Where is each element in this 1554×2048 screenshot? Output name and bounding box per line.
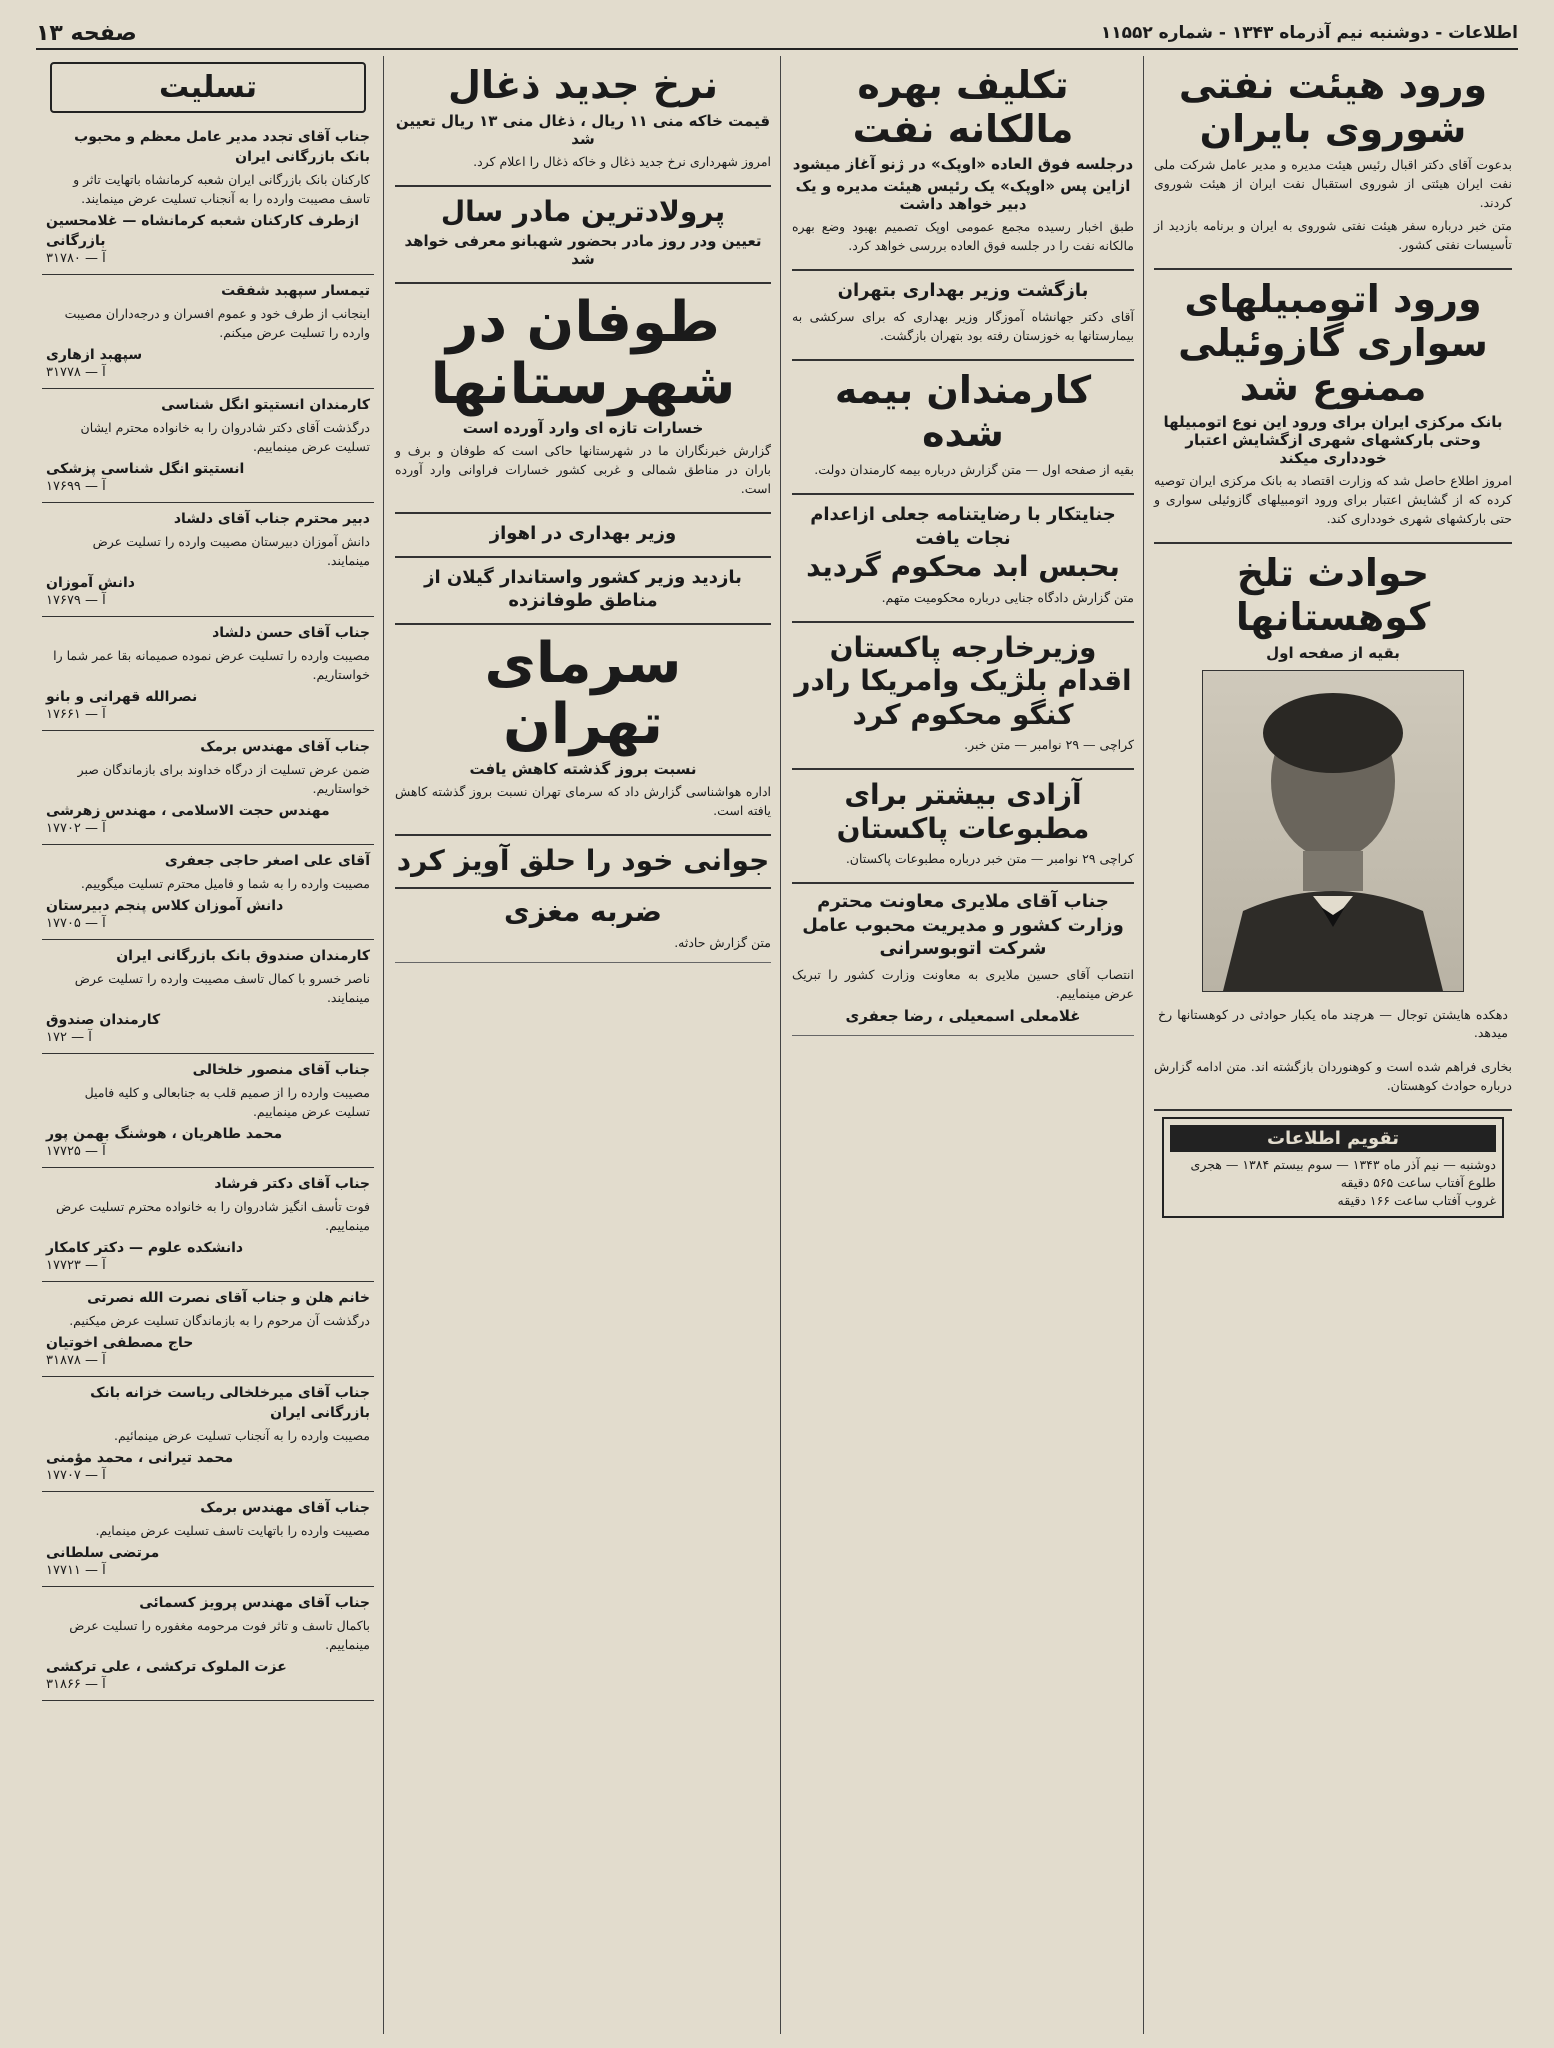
headline-tehran-cold: سرمای تهران (484, 630, 682, 758)
headline-coal-price: نرخ جدید ذغال (447, 63, 718, 107)
article-soviet-delegation (1154, 56, 1512, 270)
article-tehran-cold (395, 625, 771, 836)
headline-mother-of-year: پرولادترین مادر سال (440, 194, 726, 228)
article-pakistan-congo (792, 623, 1134, 771)
article-body: گزارش خبرنگاران ما در شهرستانها حاکی است که طوفان و برف و باران در مناطق شمالی و غربی کشور خسارات فراوانی وارد آورده است. (395, 443, 771, 497)
article-body: امروز شهرداری نرخ جدید ذغال و خاکه ذغال را اعلام کرد. (473, 153, 771, 169)
notice-code: آ — ۱۷۶۶۱ (46, 707, 106, 722)
article-oil-royalty (792, 56, 1134, 271)
notice-body: دانش آموزان دبیرستان مصیبت وارده را تسلیت عرض مینمایند. (92, 534, 370, 568)
subheadline-diesel-cars: بانک مرکزی ایران برای ورود این نوع اتومبیلها وحتی بارکشهای شهری ازگشایش اعتبار خودداری میکند (1163, 413, 1503, 468)
subheadline-storm: خسارات تازه ای وارد آورده است (462, 419, 704, 438)
subheadline-mother-of-year: تعیین ودر روز مادر بحضور شهبانو معرفی خواهد شد (404, 232, 762, 269)
condolence-notice (42, 845, 374, 940)
notice-body: فوت تأسف انگیز شادروان را به خانواده محترم تسلیت عرض مینماییم. (56, 1199, 370, 1233)
headline-oil-royalty: تکلیف بهره مالکانه نفت (852, 63, 1074, 151)
notice-signature: مهندس حجت الاسلامی ، مهندس زهرشی (46, 803, 330, 819)
notice-code: آ — ۳۱۷۸۰ (46, 251, 106, 266)
notice-body: مصیبت وارده را به شما و فامیل محترم تسلیت میگوییم. (80, 876, 370, 891)
article-health-minister-return (792, 271, 1134, 360)
article-insured-employees (792, 361, 1134, 495)
notice-recipient: دبیر محترم جناب آقای دلشاد (173, 511, 370, 527)
condolence-notice (42, 121, 374, 275)
condolence-notice (42, 940, 374, 1054)
headline-insured-employees: کارمندان بیمه شده (834, 367, 1092, 456)
condolence-notice (42, 1054, 374, 1168)
subheadline-opec: درجلسه فوق العاده «اوپک» در ژنو آغاز میشود (792, 155, 1134, 174)
congratulation-notice (792, 884, 1134, 1035)
notice-code: آ — ۱۷۷۲۳ (46, 1258, 106, 1273)
notice-signature: انستیتو انگل شناسی پزشکی (46, 461, 245, 477)
notice-body: ضمن عرض تسلیت از درگاه خداوند برای بازماندگان صبر خواستاریم. (77, 762, 370, 796)
article-hanging (395, 836, 771, 890)
notice-recipient: تیمسار سپهبد شفقت (221, 283, 370, 299)
article-interior-minister-gilan (395, 558, 771, 625)
calendar-line: دوشنبه — نیم آذر ماه ۱۳۴۳ — سوم بیستم ۱۳۸۴ — هجری (1190, 1156, 1496, 1172)
headline-interior-minister-gilan: بازدید وزیر کشور واستاندار گیلان از مناطق طوفانزده (424, 566, 742, 612)
column-condolences (36, 56, 380, 2036)
condolence-notice (42, 1587, 374, 1701)
notice-signature: محمد طاهریان ، هوشنگ بهمن پور (46, 1126, 283, 1142)
masthead (36, 18, 1518, 50)
headline-congratulation: جناب آقای ملایری معاونت محترم وزارت کشور و مدیریت محبوب عامل شرکت اتوبوسرانی (802, 891, 1124, 960)
condolences-title: تسلیت (50, 62, 366, 113)
notice-recipient: جناب آقای مهندس برمک (200, 1500, 370, 1516)
notice-recipient: آقای علی اصغر حاجی جعفری (164, 853, 370, 869)
article-body: امروز اطلاع حاصل شد که وزارت اقتصاد به بانک مرکزی ایران توصیه کرده که از گشایش اعتبار برای ورود اتومبیلهای گازوئیلی سواری و حتی بارکشهای شهری خودداری کند. (1154, 473, 1512, 527)
headline-diesel-cars: ورود اتومبیلهای سواری گازوئیلی ممنوع شد (1178, 277, 1488, 409)
notice-code: آ — ۱۷۷۰۲ (46, 821, 106, 836)
photo-caption: دهکده هایشتن توجال — هرچند ماه یکبار حوادثی در کوهستانها رخ میدهد. (1158, 1007, 1508, 1041)
column-rule (1143, 56, 1144, 2034)
notice-signature: کارمندان صندوق (46, 1012, 161, 1028)
headline-mountain-accidents: حوادث تلخ کوهستانها (1235, 551, 1431, 640)
notice-code: آ — ۱۷۶۷۹ (46, 593, 106, 608)
calendar-title: تقویم اطلاعات (1170, 1125, 1496, 1152)
calendar-box (1162, 1117, 1504, 1218)
column-rule (780, 56, 781, 2034)
article-body: بقیه از صفحه اول — متن گزارش درباره بیمه کارمندان دولت. (814, 462, 1134, 478)
page-number: صفحه ۱۳ (36, 20, 137, 46)
article-body: متن خبر درباره سفر هیئت نفتی شوروی به ایران و برنامه بازدید از تأسیسات نفتی کشور. (1154, 218, 1512, 253)
column-center-left (389, 56, 777, 2036)
notice-body: مصیبت وارده را باتهایت تاسف تسلیت عرض مینمایم. (95, 1523, 370, 1538)
notice-recipient: جناب آقای منصور خلخالی (192, 1062, 370, 1078)
notice-code: آ — ۱۷۲ (46, 1030, 92, 1045)
notice-code: آ — ۱۷۷۱۱ (46, 1563, 106, 1578)
notice-body: درگذشت آن مرحوم را به بازماندگان تسلیت عرض میکنیم. (69, 1313, 370, 1328)
notice-recipient: خانم هلن و جناب آقای نصرت الله نصرتی (87, 1290, 370, 1306)
headline-health-minister-ahvaz: وزیر بهداری در اهواز (489, 523, 677, 545)
notice-code: آ — ۱۷۷۰۵ (46, 916, 106, 931)
portrait-illustration (1203, 671, 1463, 991)
notice-code: آ — ۱۷۷۰۷ (46, 1468, 106, 1483)
calendar-line: غروب آفتاب ساعت ۱۶۶ دقیقه (1337, 1192, 1496, 1208)
notice-body: ناصر خسرو با کمال تاسف مصیبت وارده را تسلیت عرض مینمایند. (74, 971, 370, 1005)
condolence-list (42, 121, 374, 1701)
notice-code: آ — ۱۷۶۹۹ (46, 479, 106, 494)
notice-body: درگذشت آقای دکتر شادروان را به خانواده محترم ایشان تسلیت عرض مینماییم. (80, 420, 370, 454)
article-body: اداره هواشناسی گزارش داد که سرمای تهران نسبت بروز گذشته کاهش یافته است. (395, 783, 771, 818)
condolence-notice (42, 617, 374, 731)
notice-body: باکمال تاسف و تاثر فوت مرحومه مغفوره را تسلیت عرض مینماییم. (69, 1618, 370, 1652)
notice-recipient: جناب آقای دکتر فرشاد (214, 1176, 370, 1192)
notice-recipient: جناب آقای میرخلخالی ریاست خزانه بانک بازرگانی ایران (90, 1385, 370, 1421)
notice-body: انتصاب آقای حسین ملایری به معاونت وزارت کشور را تبریک عرض مینماییم. (792, 966, 1134, 1001)
condolence-notice (42, 389, 374, 503)
condolence-notice (42, 1168, 374, 1282)
article-body: آقای دکتر جهانشاه آموزگار وزیر بهداری که برای سرکشی به بیمارستانها به خوزستان رفته بود بتهران بازگشت. (792, 308, 1134, 343)
headline-pakistan-press: آزادی بیشتر برای مطبوعات پاکستان (836, 778, 1090, 845)
article-body: متن گزارش دادگاه جنایی درباره محکومیت متهم. (881, 589, 1134, 605)
article-criminal-sentence (792, 495, 1134, 622)
lead-paragraph: بدعوت آقای دکتر اقبال رئیس هیئت مدیره و مدیر عامل شرکت ملی نفت ایران هیئتی از شوروی استقبال نفت ایران از هیئت شوروی کردند. (1154, 157, 1512, 211)
article-body: بخاری فراهم شده است و کوهنوردان بازگشته اند. متن ادامه گزارش درباره حوادث کوهستان. (1154, 1058, 1512, 1093)
notice-signature: مرتضی سلطانی (46, 1545, 160, 1561)
column-center-right (786, 56, 1140, 2036)
notice-recipient: جناب آقای مهندس پرویز کسمائی (139, 1595, 370, 1611)
article-body: کراچی ۲۹ نوامبر — متن خبر درباره مطبوعات پاکستان. (845, 851, 1134, 867)
notice-recipient: جناب آقای مهندس برمک (200, 739, 370, 755)
notice-body: مصیبت وارده را به آنجناب تسلیت عرض مینمائیم. (114, 1428, 370, 1443)
article-diesel-cars (1154, 270, 1512, 544)
article-body: طبق اخبار رسیده مجمع عمومی اوپک تصمیم بهبود وضع بهره مالکانه نفت را در جلسه فوق العاده بررسی خواهد کرد. (792, 219, 1134, 254)
notice-signature: محمد تیرانی ، محمد مؤمنی (46, 1450, 234, 1466)
notice-signature: حاج مصطفی اخوتیان (46, 1335, 194, 1351)
subheadline-coal-price: قیمت خاکه منی ۱۱ ریال ، ذغال منی ۱۳ ریال تعیین شد (395, 111, 771, 148)
article-mountain-accidents (1154, 544, 1512, 1110)
article-storm (395, 284, 771, 514)
condolence-notice (42, 275, 374, 389)
notice-signature: غلامعلی اسمعیلی ، رضا جعفری (845, 1006, 1081, 1025)
notice-code: آ — ۳۱۷۷۸ (46, 365, 106, 380)
notice-recipient: کارمندان صندوق بانک بازرگانی ایران (116, 948, 370, 964)
condolence-notice (42, 1492, 374, 1587)
notice-signature: سپهبد ازهاری (46, 347, 143, 363)
notice-signature: ازطرف کارکنان شعبه کرمانشاه — غلامحسین بازرگانی (46, 213, 360, 249)
headline-storm: طوفان در شهرستانها (430, 290, 736, 417)
subheadline-tehran-cold: نسبت بروز گذشته کاهش یافت (469, 759, 697, 778)
condolence-notice (42, 503, 374, 617)
condolence-notice (42, 1377, 374, 1492)
calendar-line: طلوع آفتاب ساعت ۵۶۵ دقیقه (1340, 1174, 1496, 1190)
notice-signature: دانش آموزان کلاس پنجم دبیرستان (46, 898, 284, 914)
notice-code: آ — ۳۱۸۶۶ (46, 1677, 106, 1692)
headline-health-minister-return: بازگشت وزیر بهداری بتهران (837, 280, 1089, 302)
article-coal-price (395, 56, 771, 187)
column-rule (383, 56, 384, 2034)
notice-body: اینجانب از طرف خود و عموم افسران و درجه‌داران مصیبت وارده را تسلیت عرض میکنم. (64, 306, 370, 340)
notice-recipient: کارمندان انستیتو انگل شناسی (161, 397, 370, 413)
article-body: متن گزارش حادثه. (674, 935, 771, 951)
issue-info: اطلاعات - دوشنبه نیم آذرماه ۱۳۴۳ - شماره ۱۱۵۵۲ (1100, 23, 1518, 43)
article-pakistan-press (792, 770, 1134, 884)
headline-pakistan-congo: وزیرخارجه پاکستان اقدام بلژیک وامریکا رادر کنگو محکوم کرد (794, 630, 1132, 731)
headline-soviet-delegation: ورود هیئت نفتی شوروی بایران (1178, 63, 1488, 151)
notice-recipient: جناب آقای حسن دلشاد (212, 625, 370, 641)
article-mother-of-year (395, 187, 771, 285)
notice-body: مصیبت وارده را تسلیت عرض نموده صمیمانه بقا عمر شما را خواستاریم. (53, 648, 370, 682)
article-brain-injury (395, 889, 771, 963)
portrait-photo (1202, 670, 1464, 992)
article-health-minister-ahvaz (395, 514, 771, 557)
headline-hanging: جوانی خود را حلق آویز کرد (396, 843, 770, 877)
notice-recipient: جناب آقای تجدد مدیر عامل معظم و محبوب بانک بازرگانی ایران (74, 129, 370, 165)
article-body: کراچی — ۲۹ نوامبر — متن خبر. (964, 737, 1134, 753)
headline-life-sentence: بحبس ابد محکوم گردید (806, 549, 1120, 583)
notice-signature: نصرالله قهرانی و بانو (46, 689, 198, 705)
headline-brain-injury: ضربه مغزی (504, 895, 662, 929)
continued-note: بقیه از صفحه اول (1266, 643, 1400, 662)
headline-criminal: جنایتکار با رضایتنامه جعلی ازاعدام نجات یافت (810, 504, 1116, 549)
notice-body: کارکنان بانک بازرگانی ایران شعبه کرمانشاه باتهایت تاثر و تاسف مصیبت وارده را به آنجناب تسلیت عرض مینمایند. (73, 172, 370, 206)
column-right (1148, 56, 1518, 2036)
notice-code: آ — ۳۱۸۷۸ (46, 1353, 106, 1368)
notice-signature: عزت الملوک ترکشی ، علی ترکشی (46, 1659, 287, 1675)
notice-code: آ — ۱۷۷۲۵ (46, 1144, 106, 1159)
notice-signature: دانشکده علوم — دکتر کامکار (46, 1240, 244, 1256)
notice-signature: دانش آموزان (46, 575, 135, 591)
condolence-notice (42, 731, 374, 845)
condolence-notice (42, 1282, 374, 1377)
subheadline-opec-2: ازاین پس «اوپک» یک رئیس هیئت مدیره و یک دبیر خواهد داشت (795, 177, 1131, 214)
notice-body: مصیبت وارده را از صمیم قلب به جنابعالی و کلیه فامیل تسلیت عرض مینماییم. (84, 1085, 370, 1119)
